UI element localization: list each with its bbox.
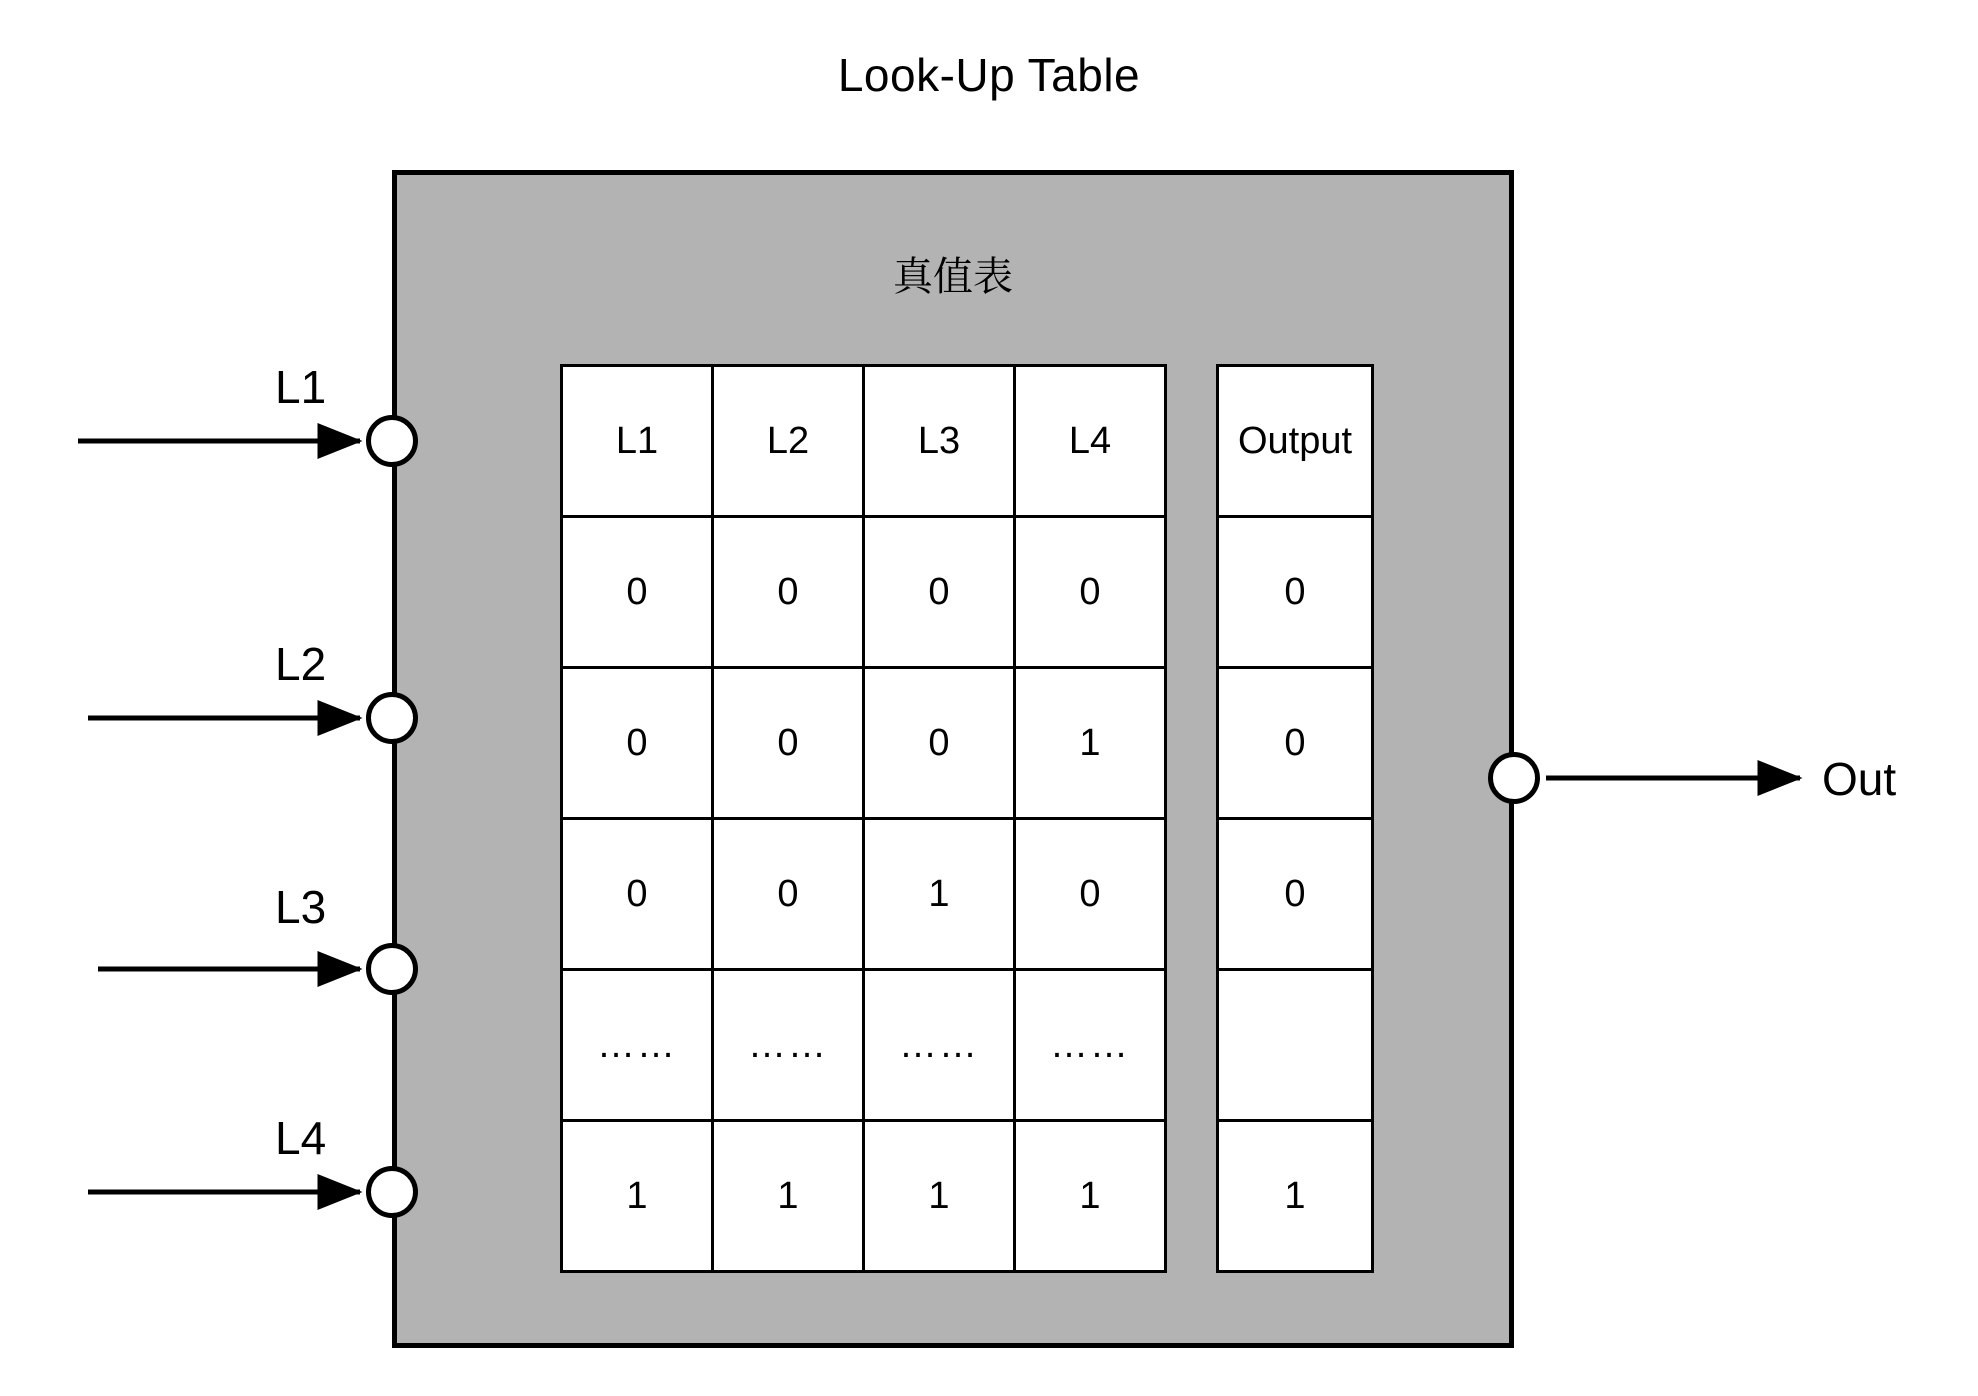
table-row xyxy=(1218,668,1373,819)
table-cell-output: 0 xyxy=(1218,819,1373,970)
table-cell-output xyxy=(1218,970,1373,1121)
table-cell: …… xyxy=(713,970,864,1121)
table-cell: 1 xyxy=(562,1121,713,1272)
table-row xyxy=(562,1121,1166,1272)
table-cell: …… xyxy=(1015,970,1166,1121)
table-cell: 0 xyxy=(864,668,1015,819)
table-row xyxy=(1218,517,1373,668)
table-row xyxy=(562,970,1166,1121)
table-cell: 0 xyxy=(1015,819,1166,970)
page-title: Look-Up Table xyxy=(837,49,1141,101)
table-cell: …… xyxy=(864,970,1015,1121)
table-cell: 0 xyxy=(562,668,713,819)
table-cell: 0 xyxy=(713,517,864,668)
port-label-l1: L1 xyxy=(275,361,327,413)
table-cell: 1 xyxy=(1015,1121,1166,1272)
table-cell: 1 xyxy=(864,1121,1015,1272)
port-label-l3: L3 xyxy=(275,881,327,933)
table-cell: 0 xyxy=(1015,517,1166,668)
table-cell: 0 xyxy=(562,819,713,970)
port-output[interactable] xyxy=(1488,752,1540,804)
table-cell: 1 xyxy=(1015,668,1166,819)
table-row xyxy=(1218,1121,1373,1272)
port-input-l3[interactable] xyxy=(366,943,418,995)
table-cell: …… xyxy=(562,970,713,1121)
table-row xyxy=(562,517,1166,668)
table-cell-output: 0 xyxy=(1218,668,1373,819)
table-cell: 0 xyxy=(562,517,713,668)
port-label-l2: L2 xyxy=(275,638,327,690)
block-caption: 真值表 xyxy=(893,255,1013,299)
table-row xyxy=(562,819,1166,970)
table-cell: 0 xyxy=(713,819,864,970)
port-input-l4[interactable] xyxy=(366,1166,418,1218)
table-cell: 0 xyxy=(713,668,864,819)
table-header-cell: L1 xyxy=(562,366,713,517)
table-cell-output: 0 xyxy=(1218,517,1373,668)
output-label: Out xyxy=(1822,753,1897,805)
table-header-cell-output: Output xyxy=(1218,366,1373,517)
table-header-cell: L4 xyxy=(1015,366,1166,517)
table-cell: 1 xyxy=(713,1121,864,1272)
output-table xyxy=(1216,364,1374,1273)
table-row xyxy=(1218,970,1373,1121)
port-label-l4: L4 xyxy=(275,1112,327,1164)
table-header-cell: L3 xyxy=(864,366,1015,517)
table-row-header xyxy=(562,366,1166,517)
table-row xyxy=(1218,819,1373,970)
table-header-cell: L2 xyxy=(713,366,864,517)
table-row-header xyxy=(1218,366,1373,517)
truth-table xyxy=(560,364,1167,1273)
port-input-l1[interactable] xyxy=(366,415,418,467)
table-cell-output: 1 xyxy=(1218,1121,1373,1272)
table-cell: 1 xyxy=(864,819,1015,970)
port-input-l2[interactable] xyxy=(366,692,418,744)
table-cell: 0 xyxy=(864,517,1015,668)
table-row xyxy=(562,668,1166,819)
